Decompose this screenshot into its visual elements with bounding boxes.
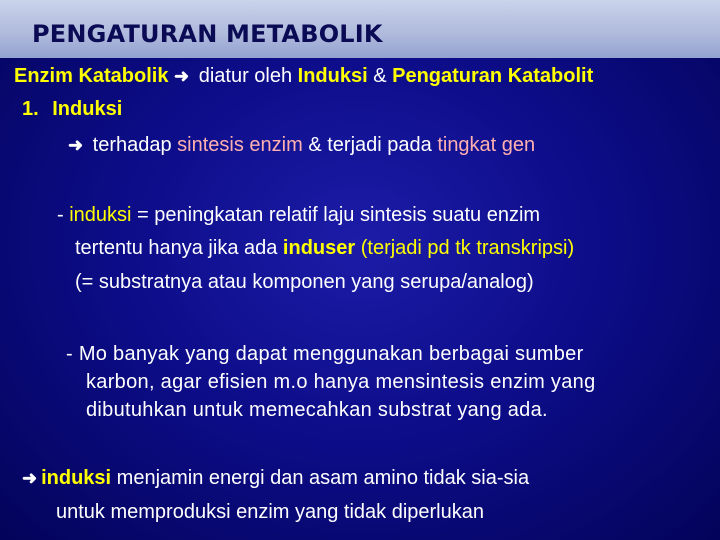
bullet1-line2-b: (terjadi pd tk transkripsi) xyxy=(355,237,575,259)
bullet1-line2-term: induser xyxy=(282,237,356,259)
conclusion-text1: menjamin energi dan asam amino tidak sia-sia xyxy=(111,467,530,489)
right-arrow-icon: ➜ xyxy=(68,135,84,155)
bullet1-text1: = peningkatan relatif laju sintesis suatu enzim xyxy=(131,204,541,226)
section1-term2: tingkat gen xyxy=(437,134,536,156)
intro-text: diatur oleh xyxy=(193,65,298,87)
section1-number: 1. xyxy=(22,98,39,120)
section1-title: Induksi xyxy=(52,98,123,120)
conclusion-term: induksi xyxy=(41,467,112,489)
intro-term2: Induksi xyxy=(297,65,368,87)
bullet2-line3: dibutuhkan untuk memecahkan substrat yang ada. xyxy=(86,399,548,421)
section1-heading xyxy=(22,97,122,121)
right-arrow-icon: ➜ xyxy=(22,468,38,488)
bullet2-line1: - Mo banyak yang dapat menggunakan berbagai sumber xyxy=(66,343,584,365)
bullet1-dash: - xyxy=(57,204,70,226)
section1-text1: terhadap xyxy=(87,134,178,156)
section1-text2: & terjadi pada xyxy=(302,134,438,156)
bullet1-term: induksi xyxy=(69,204,132,226)
conclusion-line1 xyxy=(22,466,529,490)
conclusion-line2: untuk memproduksi enzim yang tidak diperlukan xyxy=(56,501,484,523)
bullet1-line3: (= substratnya atau komponen yang serupa/analog) xyxy=(75,271,534,293)
intro-term: Enzim Katabolik xyxy=(14,65,169,87)
bullet2-line2: karbon, agar efisien m.o hanya mensintesis enzim yang xyxy=(86,371,596,393)
section1-line xyxy=(68,133,535,157)
intro-amp: & xyxy=(367,65,393,87)
right-arrow-icon: ➜ xyxy=(174,66,190,86)
intro-line xyxy=(14,64,593,88)
section1-term1: sintesis enzim xyxy=(177,134,303,156)
slide-title: PENGATURAN METABOLIK xyxy=(32,20,383,48)
intro-term3: Pengaturan Katabolit xyxy=(392,65,594,87)
bullet1-line1 xyxy=(57,203,540,227)
bullet1-line2 xyxy=(75,236,574,260)
bullet1-line2-a: tertentu hanya jika ada xyxy=(75,237,283,259)
